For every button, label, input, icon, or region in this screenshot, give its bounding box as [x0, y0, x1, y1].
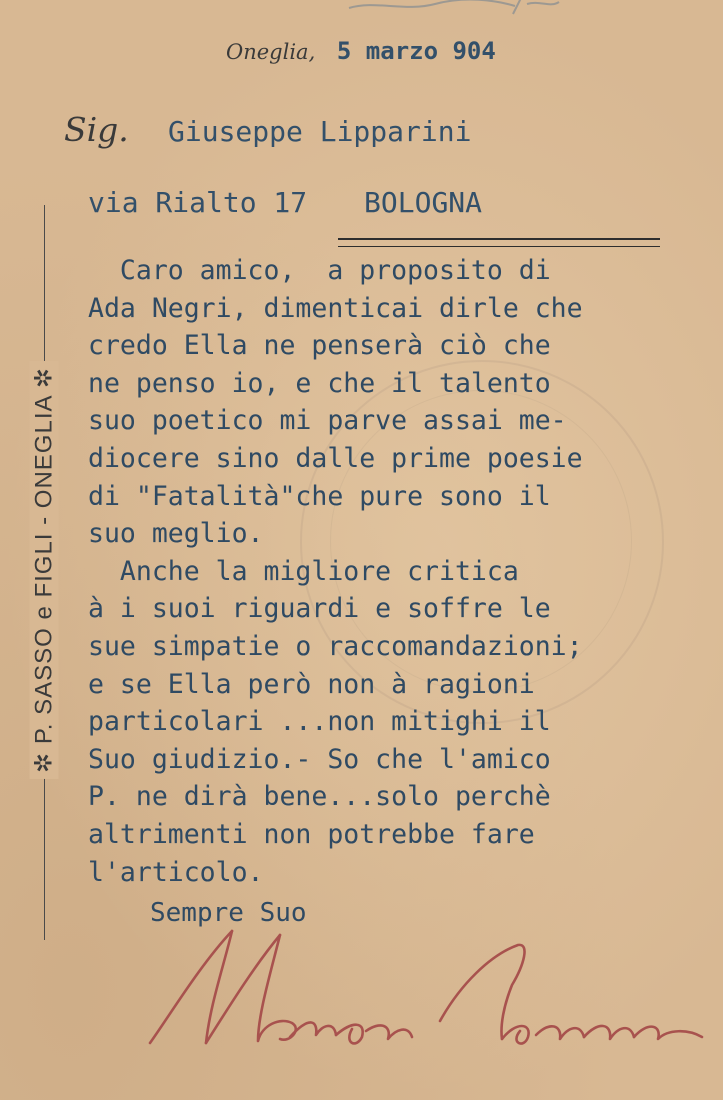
body-line: Caro amico, a proposito di: [88, 255, 551, 286]
body-line: e se Ella però non à ragioni: [88, 668, 535, 700]
body-line: Anche la migliore critica: [88, 555, 519, 587]
body-line: Ada Negri, dimenticai dirle che: [88, 292, 583, 324]
place-label: Oneglia,: [226, 40, 316, 64]
body-line: à i suoi riguardi e soffre le: [88, 593, 551, 625]
recipient-name: Giuseppe Lipparini: [168, 115, 472, 148]
body-line: suo poetico mi parve assai me-: [88, 405, 567, 437]
body-line: altrimenti non potrebbe fare: [88, 818, 535, 850]
body-line: particolari ...non mitighi il: [88, 706, 551, 738]
recipient-city: BOLOGNA: [364, 186, 483, 219]
body-line: credo Ella ne penserà ciò che: [88, 330, 551, 362]
body-line: Suo giudizio.- So che l'amico: [88, 743, 551, 775]
body-line: ne penso io, e che il talento: [88, 367, 551, 399]
body-line: suo meglio.: [88, 518, 264, 550]
body-line: P. ne dirà bene...solo perchè: [88, 781, 551, 813]
handwritten-signature: [140, 925, 710, 1055]
body-line: diocere sino dalle prime poesie: [88, 442, 583, 474]
address-underline: [338, 238, 660, 247]
place-and-date: [226, 37, 496, 65]
letter-body: [88, 252, 713, 891]
body-line: di "Fatalità"che pure sono il: [88, 480, 551, 512]
closing-text: Sempre Suo: [150, 898, 307, 928]
body-line: sue simpatie o raccomandazioni;: [88, 630, 583, 662]
body-line: l'articolo.: [88, 856, 264, 888]
faded-handwriting-mark: [345, 0, 565, 18]
letterhead-imprint: ✲ P. SASSO e FIGLI - ONEGLIA ✲: [30, 361, 59, 779]
recipient-address: [88, 186, 482, 219]
salutation-prefix: Sig.: [64, 110, 129, 149]
date-text: 5 marzo 904: [336, 37, 496, 65]
recipient-street: via Rialto 17: [88, 186, 308, 219]
